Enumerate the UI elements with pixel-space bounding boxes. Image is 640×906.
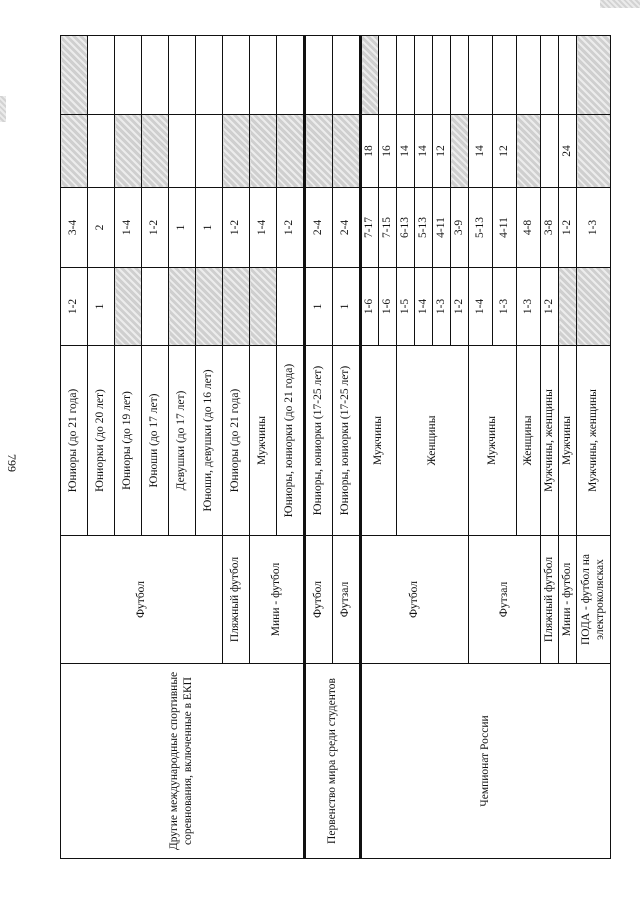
- extra-cell: [577, 36, 611, 115]
- place-cell-2: 2-4: [333, 188, 361, 268]
- place-cell-2: 5-13: [469, 188, 493, 268]
- place-cell-3: [277, 115, 305, 188]
- place-cell-3: 16: [379, 115, 397, 188]
- place-cell-3: 14: [397, 115, 415, 188]
- place-cell-3: [115, 115, 142, 188]
- extra-cell: [305, 36, 333, 115]
- place-cell-1: 1-6: [361, 268, 379, 346]
- place-cell-1: 1-4: [415, 268, 433, 346]
- place-cell-1: 1-3: [517, 268, 541, 346]
- extra-cell: [333, 36, 361, 115]
- extra-cell: [223, 36, 250, 115]
- category-cell: Мужчины: [559, 346, 577, 536]
- discipline-mini: Мини - футбол: [559, 536, 577, 664]
- place-cell-3: [88, 115, 115, 188]
- place-cell-1: 1: [333, 268, 361, 346]
- place-cell-1: [577, 268, 611, 346]
- category-cell: Юниоры (до 19 лет): [115, 346, 142, 536]
- discipline-poda: ПОДА - футбол на электроколясках: [577, 536, 611, 664]
- discipline-futsal: Футзал: [333, 536, 361, 664]
- place-cell-3: [250, 115, 277, 188]
- category-cell: Юниоры (до 21 года): [61, 346, 88, 536]
- place-cell-1: 1-6: [379, 268, 397, 346]
- place-cell-3: 12: [433, 115, 451, 188]
- page-number: 799: [5, 454, 19, 472]
- category-cell: Женщины: [397, 346, 469, 536]
- discipline-beach: Пляжный футбол: [541, 536, 559, 664]
- extra-cell: [277, 36, 305, 115]
- extra-cell: [142, 36, 169, 115]
- discipline-beach: Пляжный футбол: [223, 536, 250, 664]
- rotated-table-area: [60, 36, 606, 859]
- place-cell-2: 2-4: [305, 188, 333, 268]
- place-cell-3: [61, 115, 88, 188]
- place-cell-2: 4-8: [517, 188, 541, 268]
- place-cell-2: 1-2: [277, 188, 305, 268]
- group-student: Первенство мира среди студентов: [305, 664, 361, 859]
- place-cell-2: 1: [196, 188, 223, 268]
- place-cell-1: 1-5: [397, 268, 415, 346]
- table-row: [361, 36, 379, 859]
- table-rotation: [60, 36, 606, 859]
- table-row: [61, 36, 88, 859]
- place-cell-2: 4-11: [433, 188, 451, 268]
- place-cell-3: [196, 115, 223, 188]
- extra-cell: [397, 36, 415, 115]
- place-cell-1: [115, 268, 142, 346]
- place-cell-3: 12: [493, 115, 517, 188]
- category-cell: Мужчины, женщины: [541, 346, 559, 536]
- scan-mark-top: [600, 0, 640, 8]
- discipline-football: Футбол: [361, 536, 469, 664]
- place-cell-1: [250, 268, 277, 346]
- place-cell-2: 6-13: [397, 188, 415, 268]
- extra-cell: [493, 36, 517, 115]
- category-cell: Мужчины: [361, 346, 397, 536]
- category-cell: Юниорки (до 20 лет): [88, 346, 115, 536]
- place-cell-1: [142, 268, 169, 346]
- place-cell-2: 3-8: [541, 188, 559, 268]
- group-russia: Чемпионат России: [361, 664, 611, 859]
- place-cell-3: [541, 115, 559, 188]
- extra-cell: [61, 36, 88, 115]
- place-cell-2: 1-2: [223, 188, 250, 268]
- extra-cell: [169, 36, 196, 115]
- scan-mark-left: [0, 96, 6, 122]
- place-cell-2: 3-9: [451, 188, 469, 268]
- place-cell-2: 1-4: [250, 188, 277, 268]
- place-cell-1: [559, 268, 577, 346]
- category-cell: Юноши, девушки (до 16 лет): [196, 346, 223, 536]
- extra-cell: [451, 36, 469, 115]
- category-cell: Юниоры, юниорки (до 21 года): [277, 346, 305, 536]
- category-cell: Юниоры, юниорки (17-25 лет): [305, 346, 333, 536]
- extra-cell: [517, 36, 541, 115]
- extra-cell: [361, 36, 379, 115]
- discipline-mini: Мини - футбол: [250, 536, 305, 664]
- place-cell-3: 24: [559, 115, 577, 188]
- category-cell: Мужчины: [250, 346, 277, 536]
- place-cell-1: 1-2: [451, 268, 469, 346]
- place-cell-1: 1-2: [541, 268, 559, 346]
- place-cell-1: 1-2: [61, 268, 88, 346]
- place-cell-3: [223, 115, 250, 188]
- discipline-football: Футбол: [61, 536, 223, 664]
- place-cell-2: 7-17: [361, 188, 379, 268]
- extra-cell: [433, 36, 451, 115]
- place-cell-3: 14: [469, 115, 493, 188]
- extra-cell: [469, 36, 493, 115]
- place-cell-2: 3-4: [61, 188, 88, 268]
- place-cell-2: 7-15: [379, 188, 397, 268]
- sports-table: [60, 35, 611, 859]
- category-cell: Мужчины, женщины: [577, 346, 611, 536]
- place-cell-3: [305, 115, 333, 188]
- place-cell-1: 1-3: [493, 268, 517, 346]
- place-cell-3: [142, 115, 169, 188]
- table-row: [305, 36, 333, 859]
- extra-cell: [541, 36, 559, 115]
- place-cell-3: 18: [361, 115, 379, 188]
- place-cell-3: 14: [415, 115, 433, 188]
- place-cell-2: 4-11: [493, 188, 517, 268]
- place-cell-3: [169, 115, 196, 188]
- place-cell-2: 1-3: [577, 188, 611, 268]
- category-cell: Девушки (до 17 лет): [169, 346, 196, 536]
- discipline-football: Футбол: [305, 536, 333, 664]
- extra-cell: [196, 36, 223, 115]
- place-cell-1: 1: [88, 268, 115, 346]
- place-cell-1: [223, 268, 250, 346]
- place-cell-2: 2: [88, 188, 115, 268]
- discipline-futsal: Футзал: [469, 536, 541, 664]
- place-cell-3: [451, 115, 469, 188]
- category-cell: Женщины: [517, 346, 541, 536]
- place-cell-1: 1-3: [433, 268, 451, 346]
- extra-cell: [250, 36, 277, 115]
- category-cell: Мужчины: [469, 346, 517, 536]
- extra-cell: [115, 36, 142, 115]
- category-cell: Юноши (до 17 лет): [142, 346, 169, 536]
- place-cell-1: [169, 268, 196, 346]
- place-cell-3: [517, 115, 541, 188]
- place-cell-2: 5-13: [415, 188, 433, 268]
- place-cell-1: [196, 268, 223, 346]
- extra-cell: [415, 36, 433, 115]
- place-cell-2: 1-2: [142, 188, 169, 268]
- place-cell-1: 1: [305, 268, 333, 346]
- place-cell-2: 1-4: [115, 188, 142, 268]
- place-cell-2: 1: [169, 188, 196, 268]
- extra-cell: [379, 36, 397, 115]
- place-cell-1: [277, 268, 305, 346]
- category-cell: Юниоры, юниорки (17-25 лет): [333, 346, 361, 536]
- group-other: Другие международные спортивные соревнования, включенные в ЕКП: [61, 664, 305, 859]
- place-cell-2: 1-2: [559, 188, 577, 268]
- extra-cell: [88, 36, 115, 115]
- place-cell-1: 1-4: [469, 268, 493, 346]
- place-cell-3: [333, 115, 361, 188]
- place-cell-3: [577, 115, 611, 188]
- extra-cell: [559, 36, 577, 115]
- category-cell: Юниоры (до 21 года): [223, 346, 250, 536]
